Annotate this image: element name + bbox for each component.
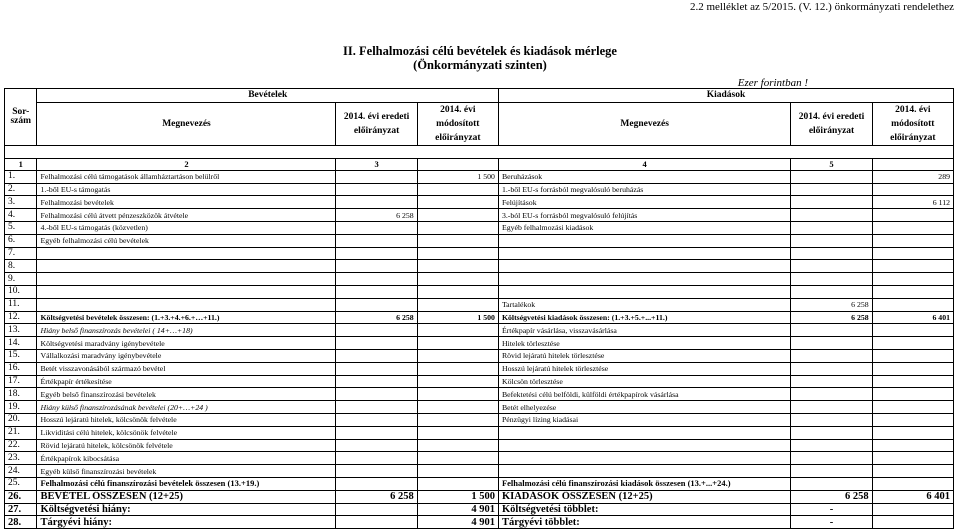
expense-modified — [872, 324, 953, 337]
expense-modified — [872, 465, 953, 478]
table-row — [5, 349, 954, 362]
table-row — [5, 260, 954, 273]
revenue-original — [336, 452, 417, 465]
expense-modified — [872, 183, 953, 196]
revenue-original — [336, 298, 417, 311]
revenue-original — [336, 337, 417, 350]
table-row-balance — [5, 503, 954, 516]
expense-modified: 6 401 — [872, 490, 953, 503]
row-number: 4. — [5, 209, 37, 222]
revenue-original — [336, 273, 417, 286]
expense-name — [498, 426, 790, 439]
revenue-name: Betét visszavonásából származó bevétel — [37, 362, 336, 375]
revenue-modified — [417, 439, 498, 452]
table-row — [5, 401, 954, 414]
balance-table — [4, 88, 954, 529]
revenue-modified — [417, 298, 498, 311]
expense-original — [791, 439, 872, 452]
revenue-name: Egyéb felhalmozási célú bevételek — [37, 234, 336, 247]
row-number: 20. — [5, 413, 37, 426]
expense-name: Rövid lejáratú hitelek törlesztése — [498, 349, 790, 362]
expense-original — [791, 452, 872, 465]
table-row — [5, 273, 954, 286]
expense-name — [498, 247, 790, 260]
expense-original — [791, 170, 872, 183]
page-subtitle: (Önkormányzati szinten) — [413, 58, 547, 72]
expense-original — [791, 401, 872, 414]
expense-name — [498, 452, 790, 465]
expense-modified — [872, 209, 953, 222]
revenue-modified: 1 500 — [417, 311, 498, 324]
expense-original — [791, 221, 872, 234]
table-row — [5, 247, 954, 260]
expense-modified — [872, 285, 953, 298]
expense-original — [791, 285, 872, 298]
row-number: 8. — [5, 260, 37, 273]
expense-name: Betét elhelyezése — [498, 401, 790, 414]
revenue-name: Hosszú lejáratú hitelek, kölcsönök felvétele — [37, 413, 336, 426]
revenue-original — [336, 516, 417, 529]
revenue-modified — [417, 260, 498, 273]
revenue-modified — [417, 221, 498, 234]
revenue-modified — [417, 426, 498, 439]
header-modositott-rev: 2014. évi módosított előirányzat — [417, 103, 498, 146]
expense-modified — [872, 362, 953, 375]
revenue-modified: 1 500 — [417, 490, 498, 503]
colnum-1: 1 — [5, 158, 37, 170]
table-row — [5, 439, 954, 452]
colnum-2: 2 — [37, 158, 336, 170]
row-number: 12. — [5, 311, 37, 324]
expense-original: - — [791, 516, 872, 529]
expense-name: Felhalmozási célú finanszírozási kiadások összesen (13.+...+24.) — [498, 477, 790, 490]
revenue-modified — [417, 196, 498, 209]
table-row — [5, 209, 954, 222]
expense-modified — [872, 426, 953, 439]
expense-name — [498, 234, 790, 247]
row-number: 16. — [5, 362, 37, 375]
table-row-grand-total — [5, 490, 954, 503]
revenue-name: 1.-ből EU-s támogatás — [37, 183, 336, 196]
revenue-modified — [417, 324, 498, 337]
expense-name: Tartalékok — [498, 298, 790, 311]
table-row — [5, 196, 954, 209]
expense-name: Egyéb felhalmozási kiadások — [498, 221, 790, 234]
expense-modified — [872, 247, 953, 260]
row-number: 9. — [5, 273, 37, 286]
revenue-modified — [417, 234, 498, 247]
expense-original — [791, 426, 872, 439]
revenue-name: Költségvetési bevételek összesen: (1.+3.+4.+6.+…+11.) — [37, 311, 336, 324]
revenue-modified — [417, 401, 498, 414]
revenue-name: Hiány külső finanszírozásának bevételei (20+…+24 ) — [37, 401, 336, 414]
revenue-original — [336, 388, 417, 401]
row-number: 5. — [5, 221, 37, 234]
revenue-name — [37, 273, 336, 286]
expense-original — [791, 465, 872, 478]
expense-name — [498, 285, 790, 298]
table-row — [5, 221, 954, 234]
revenue-name — [37, 298, 336, 311]
table-row — [5, 452, 954, 465]
expense-name: Értékpapír vásárlása, visszavásárlása — [498, 324, 790, 337]
expense-original — [791, 209, 872, 222]
revenue-name: Tárgyévi hiány: — [37, 516, 336, 529]
expense-modified — [872, 337, 953, 350]
table-row — [5, 388, 954, 401]
expense-modified — [872, 298, 953, 311]
revenue-name — [37, 285, 336, 298]
revenue-name: Felhalmozási célú finanszírozási bevételek összesen (13.+19.) — [37, 477, 336, 490]
revenue-original — [336, 401, 417, 414]
expense-original — [791, 337, 872, 350]
expense-modified — [872, 375, 953, 388]
revenue-name: Hiány belső finanszírozás bevételei ( 14+…+18) — [37, 324, 336, 337]
row-number: 25. — [5, 477, 37, 490]
expense-name: Beruházások — [498, 170, 790, 183]
expense-name: Befektetési célú belföldi, külföldi értékpapírok vásárlása — [498, 388, 790, 401]
revenue-modified — [417, 388, 498, 401]
row-number: 15. — [5, 349, 37, 362]
revenue-original — [336, 349, 417, 362]
header-megnevezes-exp: Megnevezés — [498, 103, 790, 146]
revenue-modified — [417, 465, 498, 478]
expense-original — [791, 260, 872, 273]
revenue-name: Felhalmozási bevételek — [37, 196, 336, 209]
revenue-original — [336, 221, 417, 234]
expense-original — [791, 477, 872, 490]
row-number: 27. — [5, 503, 37, 516]
revenue-original — [336, 170, 417, 183]
expense-original: - — [791, 503, 872, 516]
revenue-modified — [417, 362, 498, 375]
colnum-empty — [417, 158, 498, 170]
expense-original — [791, 234, 872, 247]
revenue-name: Értékpapír értékesítése — [37, 375, 336, 388]
revenue-original — [336, 285, 417, 298]
expense-original — [791, 324, 872, 337]
revenue-modified — [417, 337, 498, 350]
expense-name: 1.-ből EU-s forrásból megvalósuló beruházás — [498, 183, 790, 196]
expense-modified — [872, 439, 953, 452]
table-row-subtotal — [5, 311, 954, 324]
revenue-original — [336, 234, 417, 247]
revenue-original — [336, 465, 417, 478]
row-number: 24. — [5, 465, 37, 478]
expense-original — [791, 247, 872, 260]
colnum-3: 3 — [336, 158, 417, 170]
revenue-original — [336, 324, 417, 337]
expense-original — [791, 375, 872, 388]
expense-modified — [872, 260, 953, 273]
revenue-name — [37, 247, 336, 260]
expense-name — [498, 260, 790, 273]
expense-name: Kölcsön törlesztése — [498, 375, 790, 388]
expense-modified: 289 — [872, 170, 953, 183]
expense-modified — [872, 234, 953, 247]
revenue-name: Rövid lejáratú hitelek, kölcsönök felvétele — [37, 439, 336, 452]
revenue-original — [336, 196, 417, 209]
row-number: 19. — [5, 401, 37, 414]
row-number: 2. — [5, 183, 37, 196]
table-row — [5, 337, 954, 350]
revenue-original — [336, 375, 417, 388]
expense-modified — [872, 221, 953, 234]
table-row — [5, 285, 954, 298]
expense-original — [791, 388, 872, 401]
row-number: 10. — [5, 285, 37, 298]
revenue-name: Költségvetési maradvány igénybevétele — [37, 337, 336, 350]
expense-original: 6 258 — [791, 311, 872, 324]
header-eredeti-exp: 2014. évi eredeti előirányzat — [791, 103, 872, 146]
expense-modified — [872, 452, 953, 465]
expense-modified — [872, 503, 953, 516]
row-number: 14. — [5, 337, 37, 350]
revenue-modified — [417, 183, 498, 196]
revenue-original: 6 258 — [336, 209, 417, 222]
expense-name: Felújítások — [498, 196, 790, 209]
expense-name: 3.-ból EU-s forrásból megvalósuló felújítás — [498, 209, 790, 222]
header-sorszam: Sor-szám — [5, 89, 37, 146]
column-number-row — [5, 158, 954, 170]
header-eredeti-rev: 2014. évi eredeti előirányzat — [336, 103, 417, 146]
revenue-modified — [417, 477, 498, 490]
expense-name — [498, 465, 790, 478]
row-number: 21. — [5, 426, 37, 439]
row-number: 6. — [5, 234, 37, 247]
row-number: 22. — [5, 439, 37, 452]
table-row — [5, 298, 954, 311]
header-row-bottom — [5, 103, 954, 146]
revenue-name: Felhalmozási célú támogatások államháztartáson belülről — [37, 170, 336, 183]
revenue-modified — [417, 375, 498, 388]
table-row — [5, 426, 954, 439]
expense-name: Költségvetési kiadások összesen: (1.+3.+5.+...+11.) — [498, 311, 790, 324]
unit-note: Ezer forintban ! — [737, 77, 808, 89]
expense-modified — [872, 388, 953, 401]
expense-original — [791, 273, 872, 286]
table-row-balance — [5, 516, 954, 529]
expense-modified — [872, 273, 953, 286]
row-number: 13. — [5, 324, 37, 337]
revenue-modified — [417, 247, 498, 260]
expense-original — [791, 183, 872, 196]
row-number: 11. — [5, 298, 37, 311]
expense-modified — [872, 413, 953, 426]
row-number: 1. — [5, 170, 37, 183]
expense-name: Pénzügyi lízing kiadásai — [498, 413, 790, 426]
expense-modified — [872, 477, 953, 490]
table-row — [5, 170, 954, 183]
colnum-5: 5 — [791, 158, 872, 170]
revenue-modified — [417, 452, 498, 465]
revenue-name: Vállalkozási maradvány igénybevétele — [37, 349, 336, 362]
expense-modified: 6 401 — [872, 311, 953, 324]
revenue-original — [336, 362, 417, 375]
revenue-name: Értékpapírok kibocsátása — [37, 452, 336, 465]
header-megnevezes-rev: Megnevezés — [37, 103, 336, 146]
revenue-name: 4.-ből EU-s támogatás (közvetlen) — [37, 221, 336, 234]
expense-modified — [872, 516, 953, 529]
expense-name — [498, 439, 790, 452]
expense-modified — [872, 401, 953, 414]
expense-original — [791, 413, 872, 426]
revenue-name: Egyéb belső finanszírozási bevételek — [37, 388, 336, 401]
revenue-original: 6 258 — [336, 490, 417, 503]
expense-original: 6 258 — [791, 298, 872, 311]
revenue-name: BEVÉTEL ÖSSZESEN (12+25) — [37, 490, 336, 503]
revenue-original — [336, 413, 417, 426]
row-number: 17. — [5, 375, 37, 388]
revenue-original — [336, 439, 417, 452]
header-kiadasok: Kiadások — [498, 89, 953, 103]
expense-name: Tárgyévi többlet: — [498, 516, 790, 529]
row-number: 18. — [5, 388, 37, 401]
revenue-original — [336, 426, 417, 439]
table-row-financing-total — [5, 477, 954, 490]
table-row — [5, 413, 954, 426]
colnum-empty-2 — [872, 158, 953, 170]
row-number: 23. — [5, 452, 37, 465]
revenue-name: Költségvetési hiány: — [37, 503, 336, 516]
revenue-original — [336, 183, 417, 196]
revenue-modified: 1 500 — [417, 170, 498, 183]
page-title: II. Felhalmozási célú bevételek és kiadások mérlege — [343, 44, 617, 58]
expense-name — [498, 273, 790, 286]
expense-original — [791, 196, 872, 209]
revenue-original — [336, 260, 417, 273]
table-row — [5, 324, 954, 337]
revenue-original — [336, 477, 417, 490]
revenue-modified — [417, 349, 498, 362]
row-number: 3. — [5, 196, 37, 209]
revenue-original — [336, 247, 417, 260]
colnum-4: 4 — [498, 158, 790, 170]
expense-name: Hosszú lejáratú hitelek törlesztése — [498, 362, 790, 375]
revenue-modified — [417, 273, 498, 286]
document-reference: 2.2 melléklet az 5/2015. (V. 12.) önkormányzati rendelethez — [689, 1, 954, 13]
expense-modified — [872, 349, 953, 362]
revenue-original: 6 258 — [336, 311, 417, 324]
header-row-top — [5, 89, 954, 103]
header-bevetelek: Bevételek — [37, 89, 498, 103]
expense-name: Költségvetési többlet: — [498, 503, 790, 516]
row-number: 7. — [5, 247, 37, 260]
table-row — [5, 375, 954, 388]
expense-original: 6 258 — [791, 490, 872, 503]
spacer-row — [5, 146, 954, 159]
row-number: 26. — [5, 490, 37, 503]
table-row — [5, 465, 954, 478]
row-number: 28. — [5, 516, 37, 529]
revenue-modified — [417, 285, 498, 298]
expense-original — [791, 349, 872, 362]
revenue-name: Felhalmozási célú átvett pénzeszközök átvétele — [37, 209, 336, 222]
table-row — [5, 362, 954, 375]
table-row — [5, 183, 954, 196]
expense-original — [791, 362, 872, 375]
header-modositott-exp: 2014. évi módosított előirányzat — [872, 103, 953, 146]
table-row — [5, 234, 954, 247]
revenue-modified: 4 901 — [417, 516, 498, 529]
expense-name: KIADÁSOK ÖSSZESEN (12+25) — [498, 490, 790, 503]
revenue-name: Likviditási célú hitelek, kölcsönök felvétele — [37, 426, 336, 439]
expense-modified: 6 112 — [872, 196, 953, 209]
revenue-original — [336, 503, 417, 516]
revenue-modified: 4 901 — [417, 503, 498, 516]
revenue-modified — [417, 209, 498, 222]
revenue-modified — [417, 413, 498, 426]
revenue-name: Egyéb külső finanszírozási bevételek — [37, 465, 336, 478]
expense-name: Hitelek törlesztése — [498, 337, 790, 350]
revenue-name — [37, 260, 336, 273]
